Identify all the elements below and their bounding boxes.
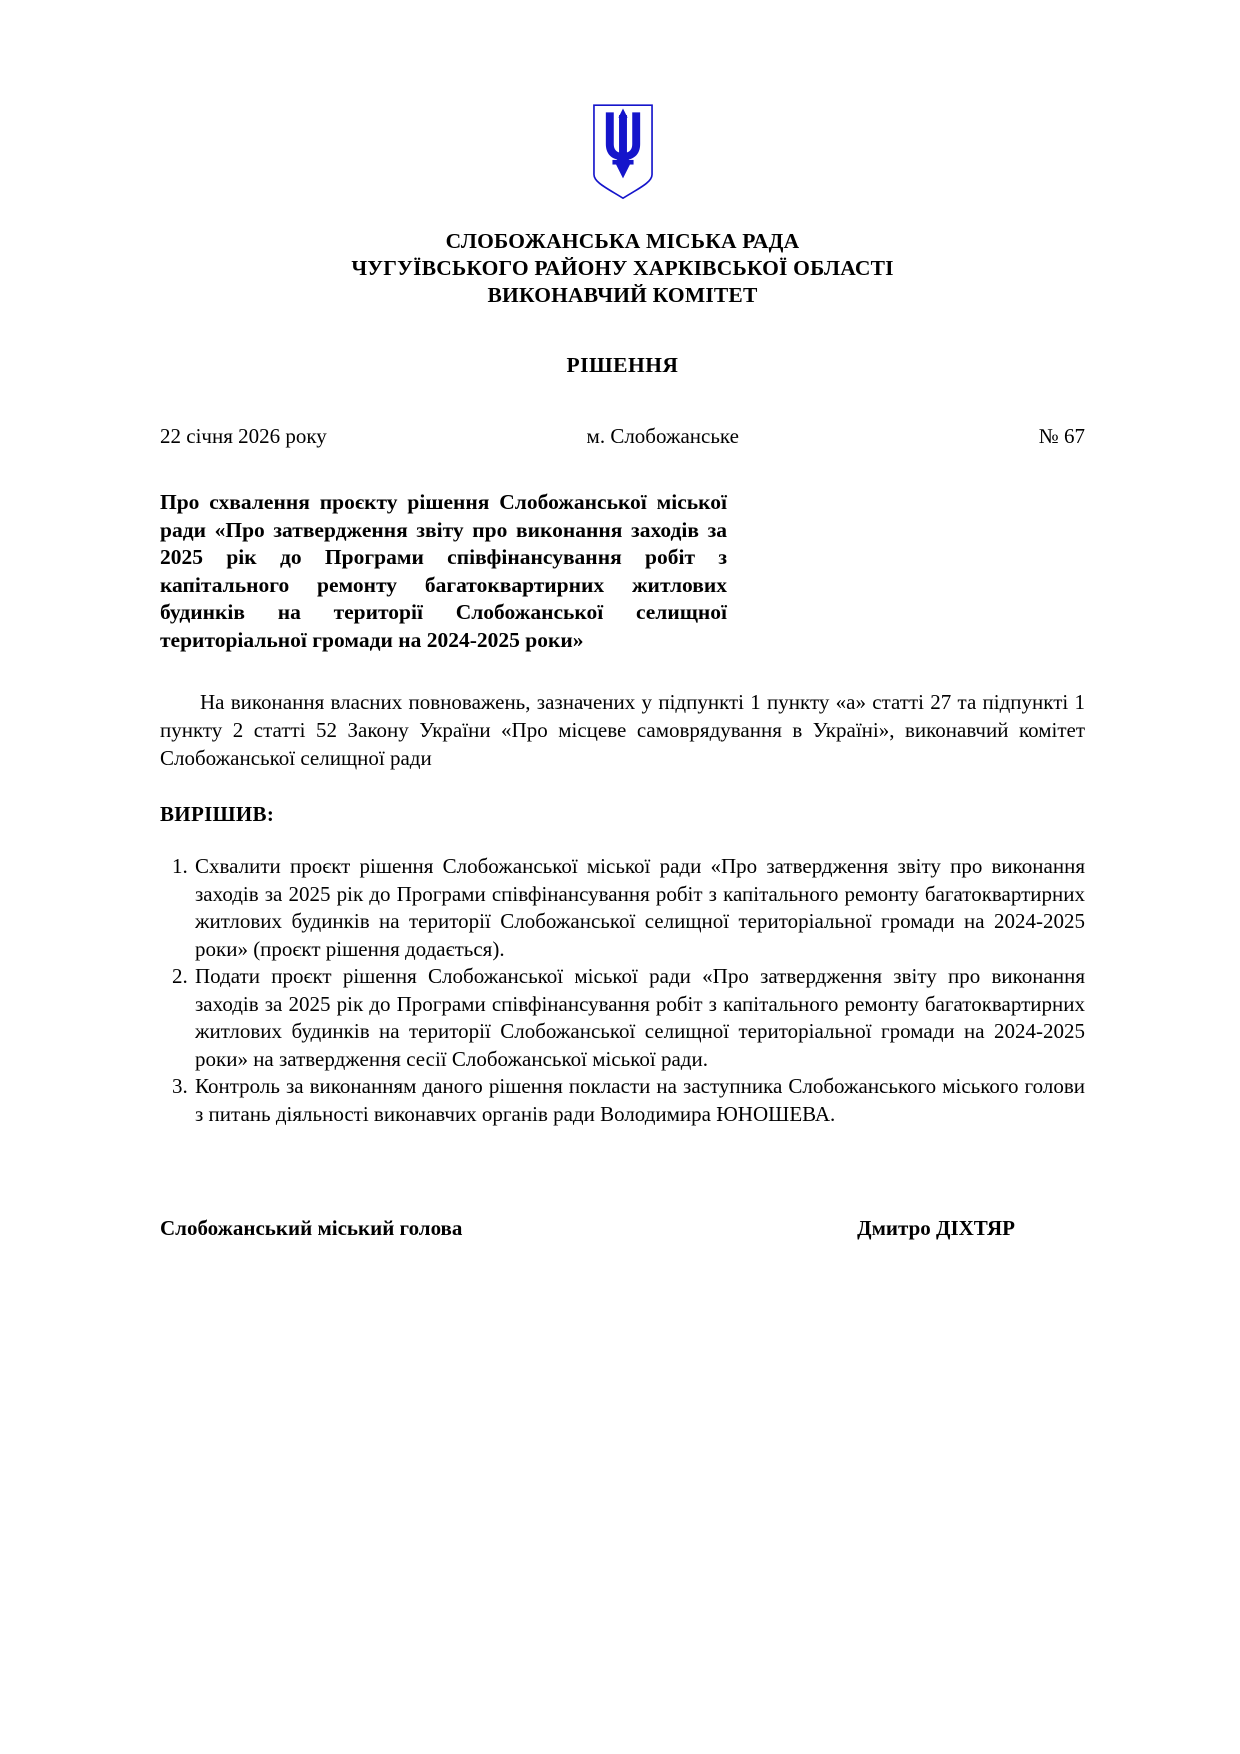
resolution-heading: ВИРІШИВ:	[160, 802, 275, 826]
signatory-name: Дмитро ДІХТЯР	[857, 1216, 1015, 1240]
preamble-paragraph: На виконання власних повноважень, зазначених у підпункті 1 пункту «а» статті 27 та підпункті 1 пункту 2 статті 52 Закону України «Про місцеве самоврядування в Україні», виконавчий комітет Слобожанської селищної ради	[160, 690, 1085, 770]
document-place: м. Слобожанське	[586, 424, 739, 448]
emblem-container	[160, 0, 1085, 206]
document-subject: Про схвалення проєкту рішення Слобожанської міської ради «Про затвердження звіту про виконання заходів за 2025 рік до Програми співфінансування робіт з капітального ремонту багатоквартирних житлових будинків на території Слобожанської селищної територіальної громади на 2024-2025 роки»	[160, 490, 727, 652]
org-district-line: ЧУГУЇВСЬКОГО РАЙОНУ ХАРКІВСЬКОЇ ОБЛАСТІ	[351, 256, 894, 280]
document-type-title: РІШЕННЯ	[566, 353, 679, 377]
resolution-item-2: 2. Подати проєкт рішення Слобожанської міської ради «Про затвердження звіту про виконання заходів за 2025 рік до Програми співфінансування робіт з капітального ремонту багатоквартирних житлових будинків на території Слобожанської селищної територіальної громади на 2024-2025 роки» на затвердження сесії Слобожанської міської ради.	[193, 963, 1085, 1073]
document-date: 22 січня 2026 року	[160, 424, 327, 448]
document-meta-row	[160, 424, 1085, 449]
tryzub-coat-of-arms-icon	[590, 103, 656, 201]
organization-header	[160, 228, 1085, 309]
org-committee-line: ВИКОНАВЧИЙ КОМІТЕТ	[487, 283, 758, 307]
document-number: № 67	[1038, 424, 1085, 448]
resolution-item-1: 1. Схвалити проєкт рішення Слобожанської міської ради «Про затвердження звіту про виконання заходів за 2025 рік до Програми співфінансування робіт з капітального ремонту багатоквартирних житлових будинків на території Слобожанської селищної територіальної громади на 2024-2025 роки» (проєкт рішення додається).	[193, 853, 1085, 963]
signatory-title: Слобожанський міський голова	[160, 1216, 463, 1240]
org-name-line: СЛОБОЖАНСЬКА МІСЬКА РАДА	[445, 229, 800, 253]
resolution-list	[160, 853, 1085, 1128]
signature-row	[160, 1216, 1085, 1241]
resolution-item-3: 3. Контроль за виконанням даного рішення покласти на заступника Слобожанського міського голови з питань діяльності виконавчих органів ради Володимира ЮНОШЕВА.	[193, 1073, 1085, 1128]
